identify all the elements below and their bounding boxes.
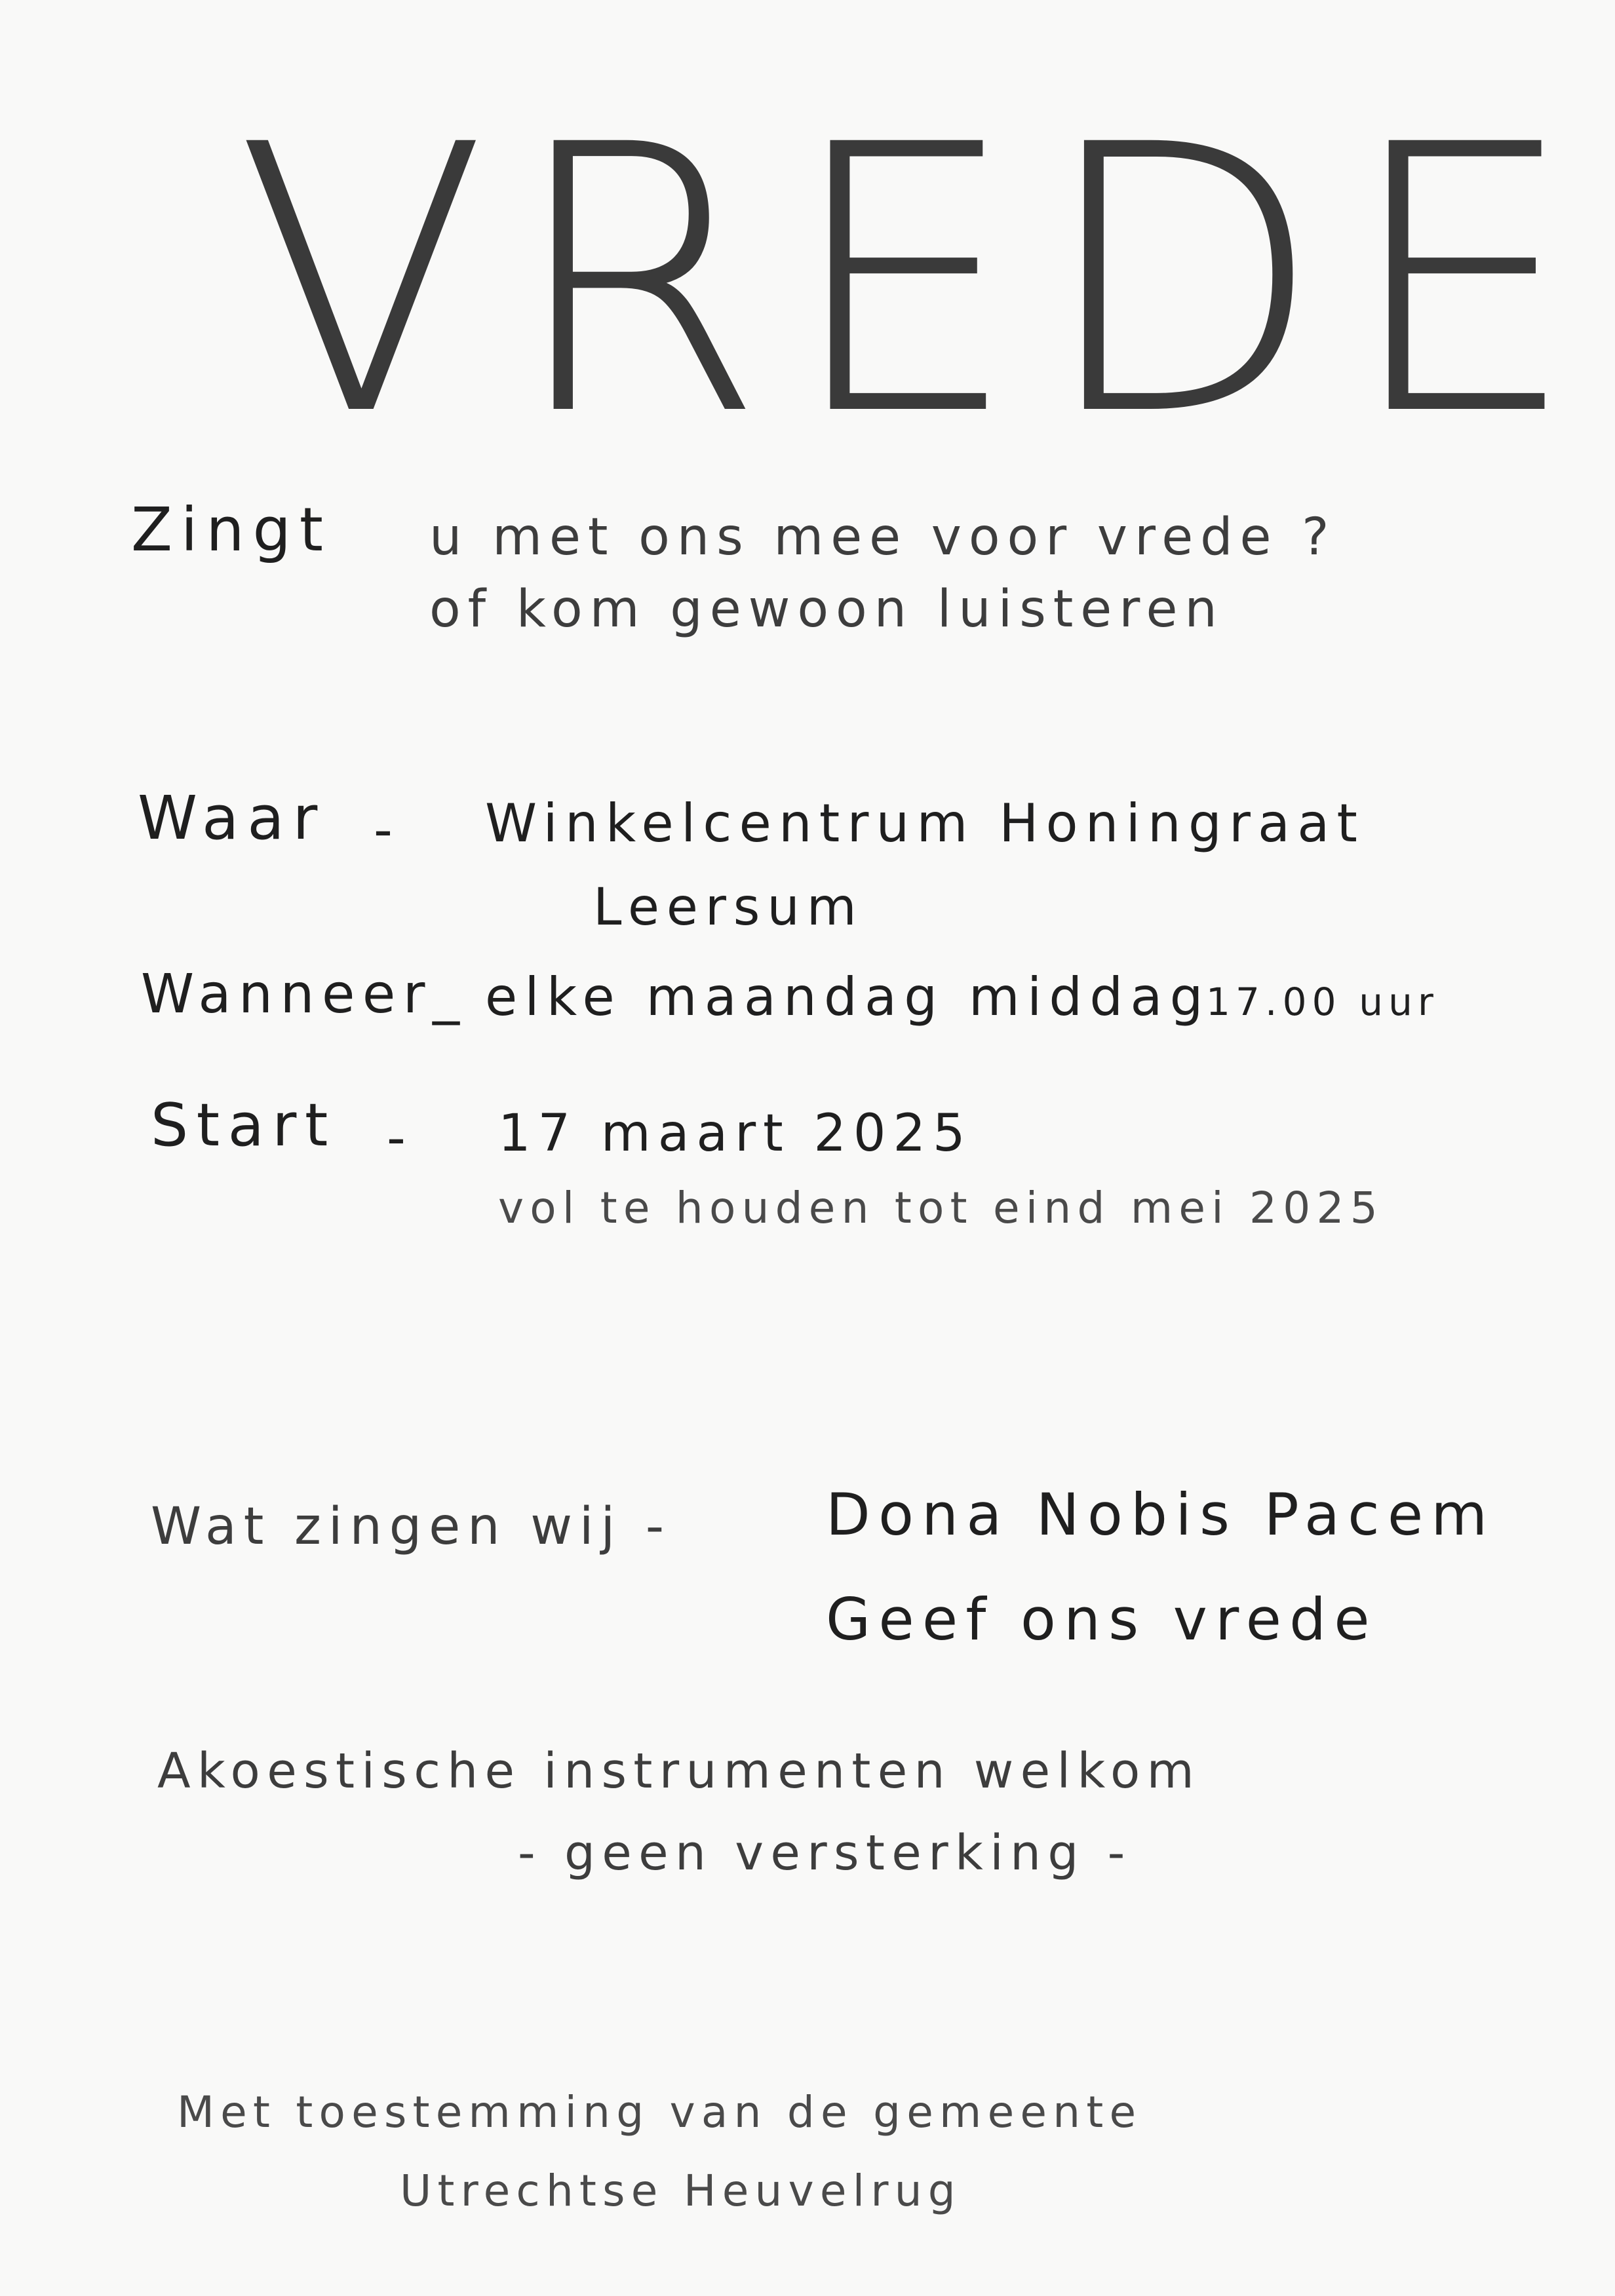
intro-line-1: u met ons mee voor vrede ? bbox=[429, 508, 1336, 567]
song-title-dutch: Geef ons vrede bbox=[826, 1586, 1378, 1653]
where-value-line-2: Leersum bbox=[593, 878, 864, 937]
start-date: 17 maart 2025 bbox=[498, 1104, 973, 1163]
song-label: Wat zingen wij - bbox=[151, 1497, 671, 1556]
start-label: Start bbox=[151, 1091, 336, 1160]
start-dash: - bbox=[387, 1107, 414, 1168]
intro-line-2: of kom gewoon luisteren bbox=[429, 580, 1224, 639]
where-dash: - bbox=[374, 799, 400, 860]
where-value-line-1: Winkelcentrum Honingraat bbox=[485, 793, 1365, 854]
start-until: vol te houden tot eind mei 2025 bbox=[498, 1183, 1384, 1233]
where-label: Waar bbox=[138, 783, 326, 853]
poster-title: VREDE bbox=[236, 68, 1599, 495]
when-time: 17.00 uur bbox=[1206, 980, 1439, 1024]
when-value: elke maandag middag bbox=[485, 966, 1211, 1027]
song-title-latin: Dona Nobis Pacem bbox=[826, 1481, 1496, 1548]
instruments-line-1: Akoestische instrumenten welkom bbox=[157, 1743, 1201, 1799]
intro-lead: Zingt bbox=[131, 495, 332, 565]
when-label: Wanneer_ bbox=[141, 963, 467, 1025]
instruments-line-2: - geen versterking - bbox=[518, 1825, 1132, 1881]
permission-line-2: Utrechtse Heuvelrug bbox=[400, 2166, 962, 2216]
permission-line-1: Met toestemming van de gemeente bbox=[177, 2087, 1142, 2137]
